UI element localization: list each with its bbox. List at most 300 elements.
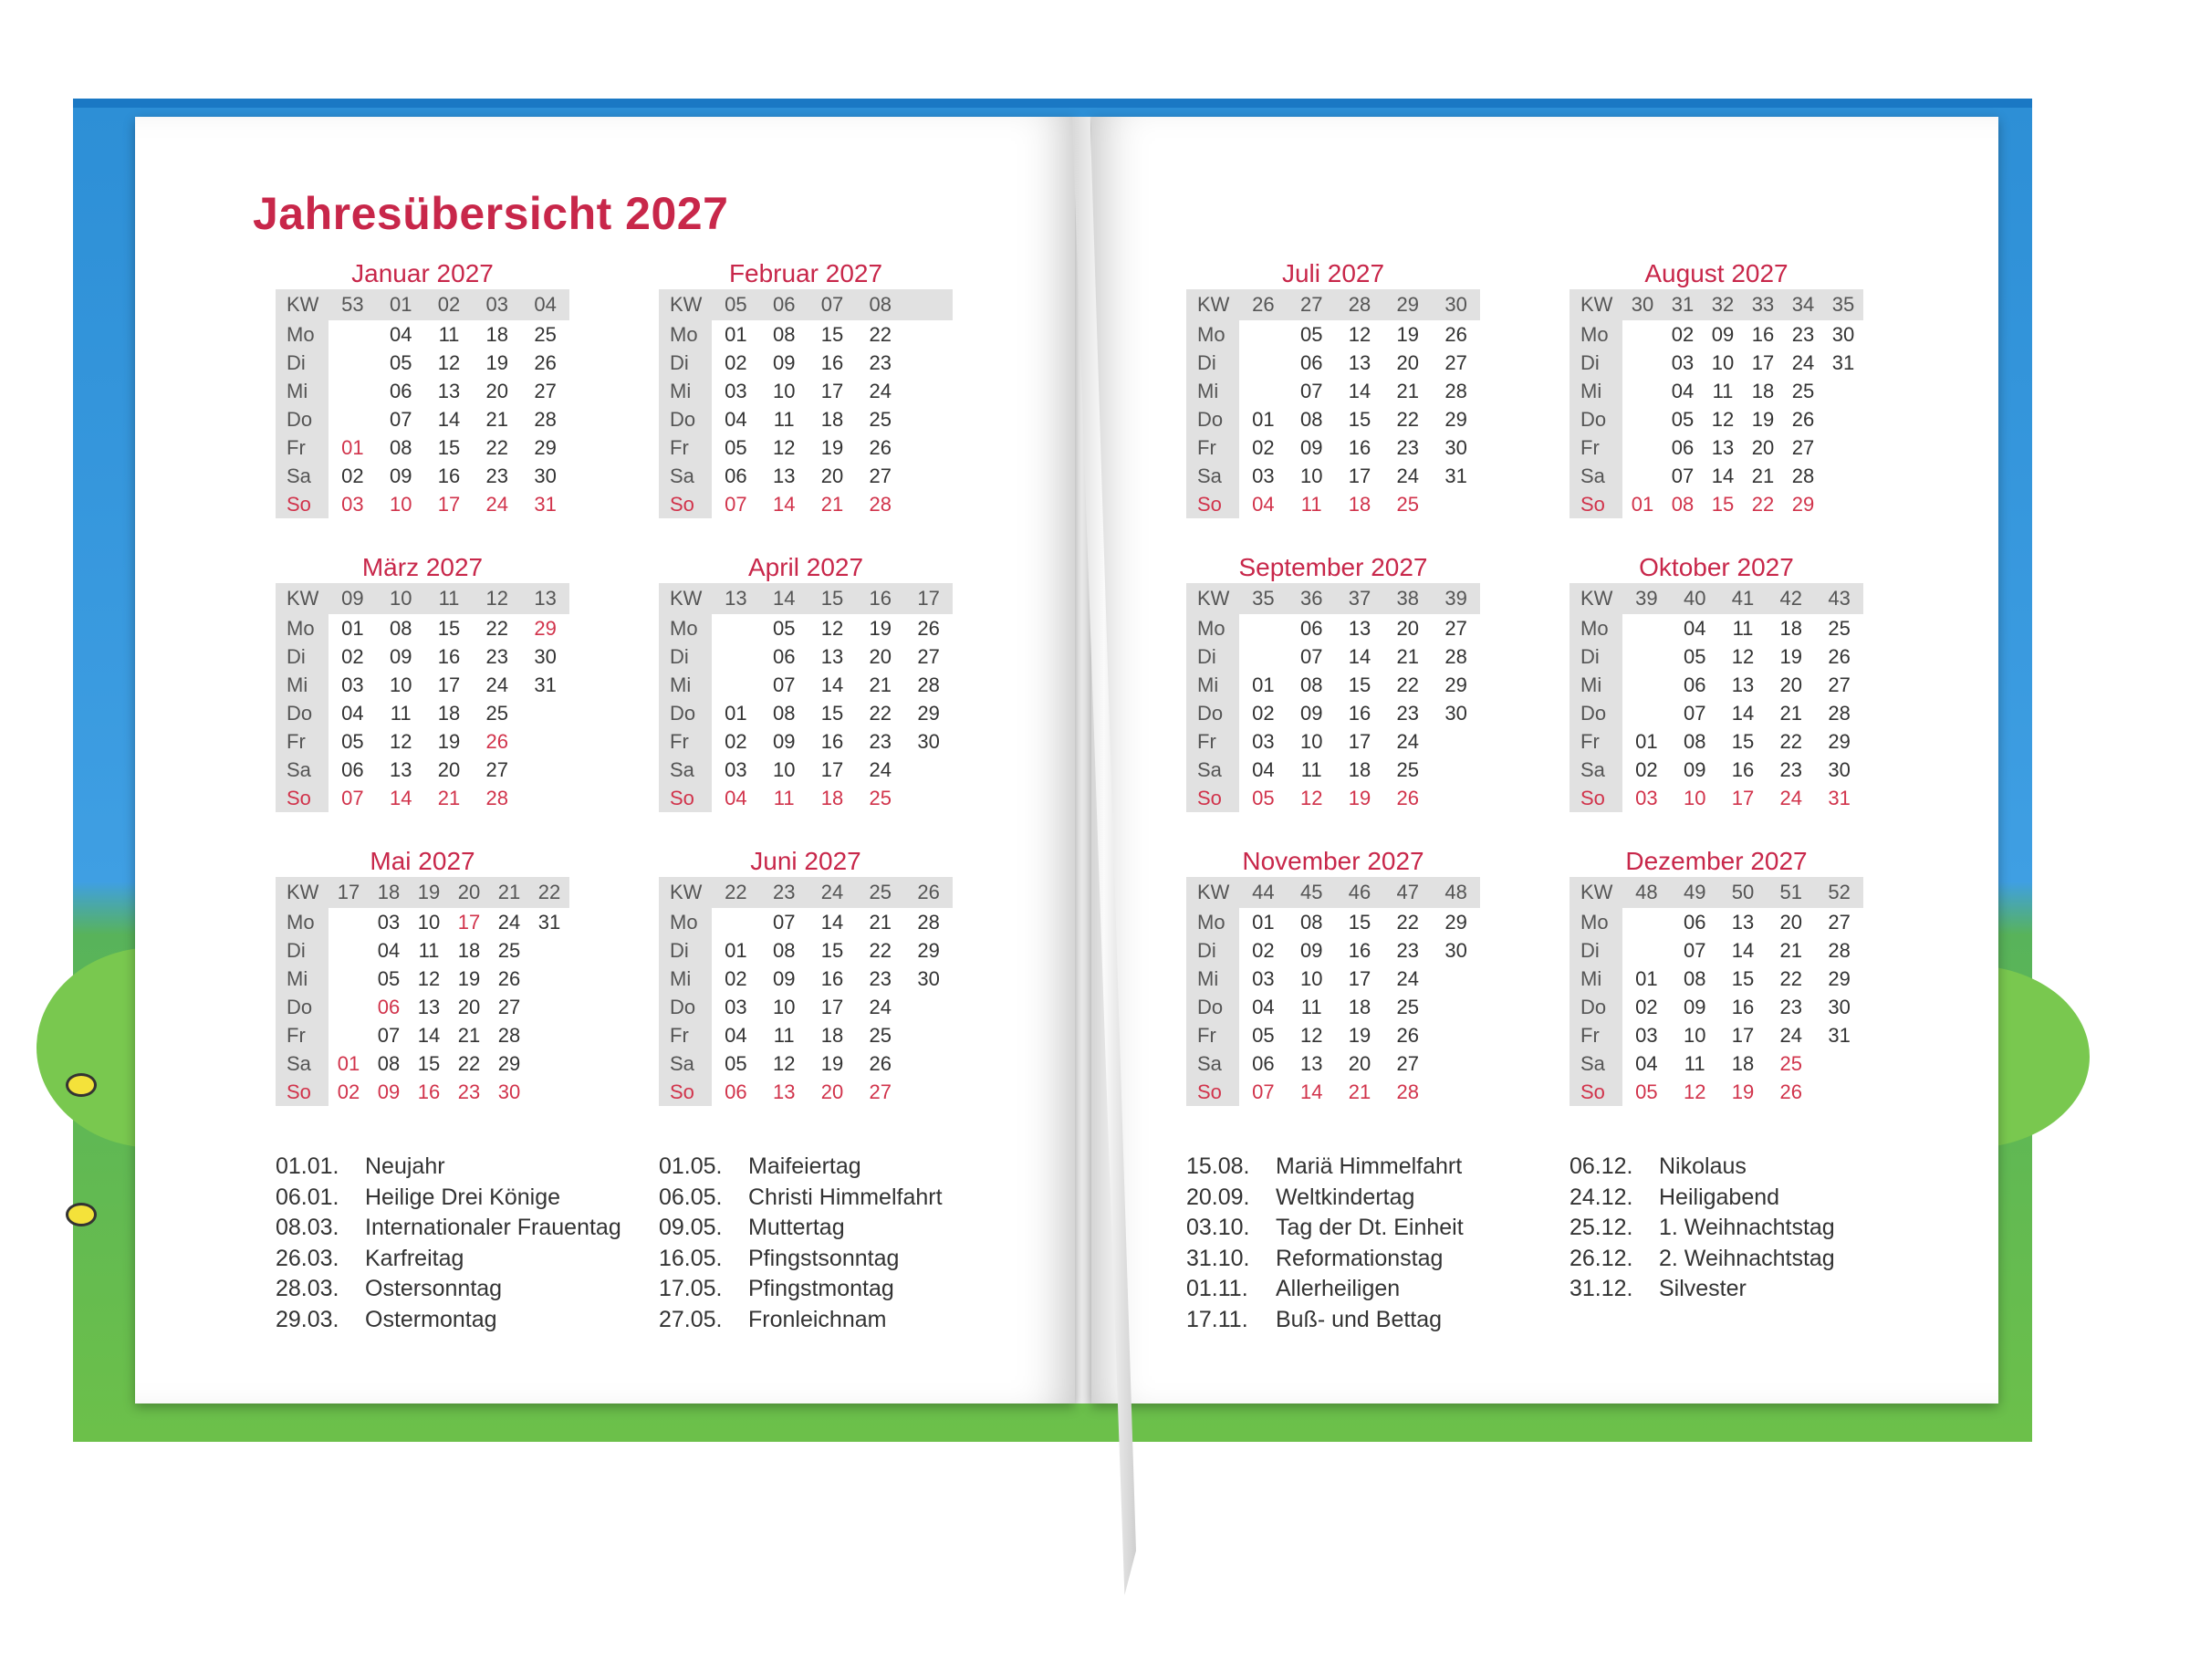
day-cell: 08: [772, 701, 796, 725]
week-number: 11: [438, 587, 460, 610]
holiday-date: 06.05.: [659, 1184, 723, 1210]
day-cell: 11: [773, 786, 795, 809]
day-cell: 15: [1348, 407, 1371, 431]
day-cell: 26: [1444, 322, 1467, 346]
day-cell: 17: [820, 995, 844, 1018]
week-number: 35: [1252, 587, 1275, 610]
day-cell: 11: [1300, 995, 1322, 1018]
day-cell: 22: [1779, 966, 1803, 990]
weekday-row: [1570, 699, 1863, 727]
holiday-item: [276, 1244, 621, 1275]
day-cell: 15: [417, 1051, 441, 1075]
day-cell: 12: [417, 966, 441, 990]
day-cell: 04: [1635, 1051, 1658, 1075]
day-cell: 06: [1252, 1051, 1275, 1075]
day-cell: 16: [820, 729, 844, 753]
weekday-label: Mi: [1570, 377, 1622, 405]
day-cell: 29: [1828, 729, 1851, 753]
holiday-date: 03.10.: [1186, 1215, 1250, 1241]
day-cell: 20: [1396, 350, 1420, 374]
weekday-label: Mi: [1186, 965, 1239, 993]
week-number: 17: [917, 587, 940, 610]
day-cell: 30: [1831, 322, 1855, 346]
week-number: 35: [1831, 293, 1855, 316]
week-number: 10: [389, 587, 412, 610]
day-cell: 17: [1751, 350, 1775, 374]
holiday-item: [1186, 1244, 1464, 1275]
weekday-label: Mo: [1570, 614, 1622, 642]
day-cell: 07: [725, 492, 747, 516]
day-cell: 08: [1299, 910, 1323, 934]
day-cell: 19: [485, 350, 509, 374]
weekday-row: [1570, 642, 1863, 671]
day-cell: 01: [1635, 729, 1658, 753]
holiday-item: [659, 1305, 943, 1336]
day-cell: 18: [1348, 492, 1371, 516]
day-cell: 24: [1396, 966, 1420, 990]
week-number: 07: [820, 293, 844, 316]
day-cell: 21: [457, 1023, 481, 1047]
weekday-label: Mo: [1570, 320, 1622, 349]
weekday-label: Di: [276, 642, 328, 671]
holiday-name: Heilige Drei Könige: [365, 1184, 561, 1210]
day-cell: 18: [820, 1023, 844, 1047]
day-cell: 19: [820, 435, 844, 459]
day-cell: 06: [389, 379, 412, 402]
weekday-row: [1570, 671, 1863, 699]
day-cell: 20: [1779, 910, 1803, 934]
day-cell: 08: [377, 1051, 401, 1075]
day-cell: 09: [772, 966, 796, 990]
week-number: 47: [1396, 881, 1420, 903]
kw-label: KW: [659, 583, 712, 614]
day-cell: 27: [485, 757, 509, 781]
day-cell: 03: [725, 995, 747, 1018]
weekday-row: [659, 462, 953, 490]
day-cell: 09: [377, 1080, 401, 1103]
day-cell: 05: [772, 616, 796, 640]
day-cell: 31: [534, 673, 557, 696]
weekday-row: [1186, 784, 1480, 812]
day-cell: 29: [534, 435, 557, 459]
week-number: 03: [485, 293, 509, 316]
week-number: 36: [1299, 587, 1323, 610]
day-cell: 23: [1396, 435, 1420, 459]
day-cell: 22: [485, 616, 509, 640]
holiday-item: [276, 1213, 621, 1244]
weekday-label: Mo: [659, 908, 712, 936]
weekday-row: [659, 1078, 953, 1106]
weekday-row: [276, 614, 569, 642]
weekday-row: [1570, 1021, 1863, 1049]
weekday-row: [659, 433, 953, 462]
day-cell: 03: [725, 757, 747, 781]
weekday-row: [1186, 699, 1480, 727]
week-number-row: [1570, 877, 1863, 908]
day-cell: 06: [772, 644, 796, 668]
day-cell: 11: [438, 322, 460, 346]
day-cell: 17: [1348, 464, 1371, 487]
weekday-label: Do: [276, 993, 328, 1021]
day-cell: 27: [1828, 673, 1851, 696]
weekday-label: Do: [1186, 993, 1239, 1021]
day-cell: 07: [389, 407, 412, 431]
day-cell: 30: [917, 966, 940, 990]
kw-label: KW: [276, 289, 328, 320]
month-calendar: [659, 846, 953, 1106]
day-cell: 18: [820, 407, 844, 431]
week-number: 26: [917, 881, 940, 903]
weekday-label: So: [1570, 784, 1622, 812]
day-cell: 14: [437, 407, 461, 431]
weekday-label: Di: [276, 349, 328, 377]
month-calendar: [276, 846, 569, 1106]
weekday-row: [276, 993, 569, 1021]
day-cell: 18: [820, 786, 844, 809]
day-cell: 01: [1252, 673, 1275, 696]
day-cell: 17: [437, 673, 461, 696]
weekday-label: So: [276, 784, 328, 812]
holiday-name: Heiligabend: [1659, 1184, 1780, 1210]
weekday-row: [1570, 1049, 1863, 1078]
day-cell: 02: [1252, 435, 1275, 459]
day-cell: 28: [1828, 701, 1851, 725]
day-cell: 18: [1348, 995, 1371, 1018]
day-cell: 26: [1396, 1023, 1420, 1047]
weekday-label: Sa: [659, 1049, 712, 1078]
day-cell: 25: [1828, 616, 1851, 640]
day-cell: 26: [1828, 644, 1851, 668]
day-cell: 02: [1635, 995, 1658, 1018]
day-cell: 28: [534, 407, 557, 431]
day-cell: 31: [1828, 786, 1851, 809]
weekday-row: [276, 936, 569, 965]
day-cell: 21: [869, 910, 892, 934]
day-cell: 24: [869, 379, 892, 402]
holiday-name: Reformationstag: [1276, 1245, 1444, 1271]
weekday-row: [659, 993, 953, 1021]
day-cell: 12: [1731, 644, 1755, 668]
week-number-row: [659, 877, 953, 908]
day-cell: 21: [1779, 701, 1803, 725]
week-number: 39: [1444, 587, 1467, 610]
week-number: 01: [389, 293, 412, 316]
day-cell: 05: [1252, 786, 1275, 809]
day-cell: 14: [1299, 1080, 1323, 1103]
day-cell: 17: [1348, 729, 1371, 753]
weekday-label: So: [276, 490, 328, 518]
weekday-label: Mo: [276, 908, 328, 936]
day-cell: 12: [1299, 786, 1323, 809]
weekday-label: Fr: [659, 727, 712, 756]
holiday-date: 31.12.: [1570, 1276, 1633, 1302]
weekday-label: Sa: [276, 462, 328, 490]
week-number: 05: [725, 293, 747, 316]
weekday-label: Sa: [1570, 462, 1622, 490]
day-cell: 16: [1731, 757, 1755, 781]
day-cell: 22: [1396, 910, 1420, 934]
day-cell: 23: [457, 1080, 481, 1103]
day-cell: 06: [1671, 435, 1695, 459]
day-cell: 05: [341, 729, 364, 753]
week-number-row: [276, 583, 569, 614]
day-cell: 29: [534, 616, 557, 640]
week-number: 32: [1711, 293, 1735, 316]
day-cell: 30: [917, 729, 940, 753]
weekday-row: [659, 671, 953, 699]
day-cell: 19: [1348, 1023, 1371, 1047]
week-number-row: [1186, 583, 1480, 614]
holiday-name: Buß- und Bettag: [1276, 1306, 1443, 1332]
weekday-row: [659, 405, 953, 433]
day-cell: 15: [1348, 673, 1371, 696]
day-cell: 03: [1671, 350, 1695, 374]
week-number-row: [659, 583, 953, 614]
month-name: Februar 2027: [728, 259, 883, 287]
day-cell: 04: [1252, 757, 1275, 781]
day-cell: 22: [485, 435, 509, 459]
weekday-label: Di: [1186, 642, 1239, 671]
holiday-item: [1570, 1213, 1835, 1244]
holiday-date: 15.08.: [1186, 1153, 1250, 1180]
month-calendar: [1186, 552, 1480, 812]
weekday-label: So: [659, 490, 712, 518]
day-cell: 10: [1299, 464, 1323, 487]
day-cell: 26: [497, 966, 521, 990]
holiday-date: 06.01.: [276, 1184, 339, 1210]
weekday-label: Sa: [1570, 1049, 1622, 1078]
day-cell: 14: [1348, 379, 1371, 402]
week-number-row: [276, 877, 569, 908]
day-cell: 24: [869, 995, 892, 1018]
weekday-label: Di: [659, 642, 712, 671]
day-cell: 06: [341, 757, 364, 781]
weekday-label: Mo: [1186, 614, 1239, 642]
day-cell: 04: [725, 1023, 747, 1047]
day-cell: 14: [820, 673, 844, 696]
weekday-row: [276, 1049, 569, 1078]
day-cell: 25: [497, 938, 521, 962]
day-cell: 29: [917, 938, 940, 962]
day-cell: 31: [1831, 350, 1855, 374]
day-cell: 07: [1299, 379, 1323, 402]
day-cell: 27: [534, 379, 557, 402]
weekday-row: [659, 614, 953, 642]
weekday-row: [276, 671, 569, 699]
weekday-row: [1186, 756, 1480, 784]
day-cell: 20: [820, 464, 844, 487]
day-cell: 18: [1779, 616, 1803, 640]
weekday-label: Sa: [659, 462, 712, 490]
weekday-row: [1186, 1049, 1480, 1078]
day-cell: 24: [485, 492, 509, 516]
holiday-item: [1570, 1183, 1835, 1214]
weekday-label: Di: [1186, 349, 1239, 377]
day-cell: 29: [917, 701, 940, 725]
day-cell: 17: [437, 492, 461, 516]
week-number: 44: [1252, 881, 1275, 903]
day-cell: 13: [1348, 616, 1371, 640]
day-cell: 20: [1779, 673, 1803, 696]
weekday-label: So: [1186, 784, 1239, 812]
weekday-label: Di: [1570, 642, 1622, 671]
day-cell: 19: [1751, 407, 1775, 431]
week-number: 38: [1396, 587, 1420, 610]
weekday-label: Fr: [276, 727, 328, 756]
day-cell: 24: [485, 673, 509, 696]
flower-icon: [66, 1203, 97, 1226]
day-cell: 09: [1299, 435, 1323, 459]
day-cell: 06: [1299, 616, 1323, 640]
day-cell: 14: [1731, 938, 1755, 962]
day-cell: 19: [1396, 322, 1420, 346]
day-cell: 09: [1299, 701, 1323, 725]
holiday-item: [276, 1183, 621, 1214]
day-cell: 15: [820, 701, 844, 725]
day-cell: 15: [1711, 492, 1735, 516]
day-cell: 11: [773, 407, 795, 431]
weekday-row: [1570, 965, 1863, 993]
holiday-item: [1570, 1274, 1835, 1305]
holiday-name: Christi Himmelfahrt: [748, 1184, 943, 1210]
day-cell: 30: [534, 464, 557, 487]
day-cell: 08: [1683, 966, 1706, 990]
day-cell: 08: [389, 435, 412, 459]
day-cell: 20: [869, 644, 892, 668]
day-cell: 22: [1396, 407, 1420, 431]
weekday-label: Sa: [276, 1049, 328, 1078]
day-cell: 17: [1731, 1023, 1755, 1047]
day-cell: 11: [390, 701, 412, 725]
week-number: 29: [1396, 293, 1420, 316]
weekday-label: Sa: [276, 756, 328, 784]
weekday-label: Fr: [659, 433, 712, 462]
day-cell: 01: [1631, 492, 1654, 516]
holiday-name: Mariä Himmelfahrt: [1276, 1153, 1463, 1180]
holiday-date: 26.03.: [276, 1245, 339, 1271]
weekday-row: [1186, 727, 1480, 756]
weekday-label: Mi: [659, 377, 712, 405]
month-calendar: [1186, 258, 1480, 518]
holiday-item: [276, 1274, 621, 1305]
day-cell: 28: [917, 910, 940, 934]
holiday-name: Allerheiligen: [1276, 1276, 1401, 1302]
holiday-item: [276, 1152, 621, 1183]
week-number: 26: [1252, 293, 1275, 316]
weekday-row: [659, 965, 953, 993]
day-cell: 23: [1791, 322, 1815, 346]
weekday-row: [276, 320, 569, 349]
day-cell: 27: [1444, 616, 1467, 640]
day-cell: 20: [1348, 1051, 1371, 1075]
weekday-label: So: [1186, 1078, 1239, 1106]
day-cell: 25: [1791, 379, 1815, 402]
day-cell: 26: [917, 616, 940, 640]
day-cell: 22: [1751, 492, 1775, 516]
day-cell: 28: [485, 786, 509, 809]
holiday-name: Weltkindertag: [1276, 1184, 1415, 1210]
weekday-row: [1186, 405, 1480, 433]
week-number: 31: [1671, 293, 1695, 316]
week-number: 23: [772, 881, 796, 903]
day-cell: 08: [389, 616, 412, 640]
holiday-date: 06.12.: [1570, 1153, 1633, 1180]
day-cell: 16: [1751, 322, 1775, 346]
day-cell: 16: [1348, 701, 1371, 725]
week-number-row: [276, 289, 569, 320]
day-cell: 26: [1791, 407, 1815, 431]
day-cell: 15: [1731, 966, 1755, 990]
day-cell: 02: [337, 1080, 360, 1103]
day-cell: 20: [437, 757, 461, 781]
kw-label: KW: [659, 877, 712, 908]
day-cell: 01: [1252, 407, 1275, 431]
week-number-row: [659, 289, 953, 320]
day-cell: 07: [1683, 938, 1706, 962]
weekday-label: Fr: [1186, 433, 1239, 462]
day-cell: 31: [534, 492, 557, 516]
weekday-row: [1186, 462, 1480, 490]
day-cell: 13: [1711, 435, 1735, 459]
day-cell: 13: [417, 995, 441, 1018]
weekday-row: [659, 784, 953, 812]
day-cell: 11: [1684, 1051, 1705, 1075]
day-cell: 28: [1828, 938, 1851, 962]
week-number: 24: [820, 881, 844, 903]
month-name: Juni 2027: [750, 847, 861, 875]
day-cell: 26: [1396, 786, 1420, 809]
week-number: 12: [485, 587, 509, 610]
day-cell: 23: [1779, 995, 1803, 1018]
day-cell: 29: [1791, 492, 1815, 516]
day-cell: 15: [437, 435, 461, 459]
weekday-row: [1570, 908, 1863, 936]
weekday-row: [1570, 490, 1863, 518]
day-cell: 02: [1671, 322, 1695, 346]
holiday-name: Silvester: [1659, 1276, 1747, 1302]
day-cell: 12: [772, 1051, 796, 1075]
week-number: 20: [457, 881, 481, 903]
kw-label: KW: [1186, 583, 1239, 614]
holiday-name: Muttertag: [748, 1215, 845, 1241]
week-number-row: [1570, 583, 1863, 614]
day-cell: 23: [869, 729, 892, 753]
week-number: 22: [725, 881, 747, 903]
weekday-row: [276, 1078, 569, 1106]
day-cell: 25: [534, 322, 557, 346]
day-cell: 21: [1348, 1080, 1371, 1103]
day-cell: 27: [869, 464, 892, 487]
day-cell: 06: [725, 464, 747, 487]
day-cell: 31: [537, 910, 561, 934]
day-cell: 01: [1252, 910, 1275, 934]
holiday-date: 08.03.: [276, 1215, 339, 1241]
weekday-row: [1186, 1021, 1480, 1049]
day-cell: 03: [1252, 464, 1275, 487]
weekday-label: Sa: [659, 756, 712, 784]
day-cell: 13: [772, 464, 796, 487]
weekday-row: [1570, 462, 1863, 490]
weekday-row: [1186, 377, 1480, 405]
week-number: 40: [1683, 587, 1706, 610]
holiday-name: Ostersonntag: [365, 1276, 503, 1302]
weekday-row: [659, 936, 953, 965]
week-number: 13: [725, 587, 747, 610]
kw-label: KW: [1186, 877, 1239, 908]
month-calendar: [1570, 258, 1863, 518]
day-cell: 05: [725, 1051, 747, 1075]
kw-label: KW: [659, 289, 712, 320]
